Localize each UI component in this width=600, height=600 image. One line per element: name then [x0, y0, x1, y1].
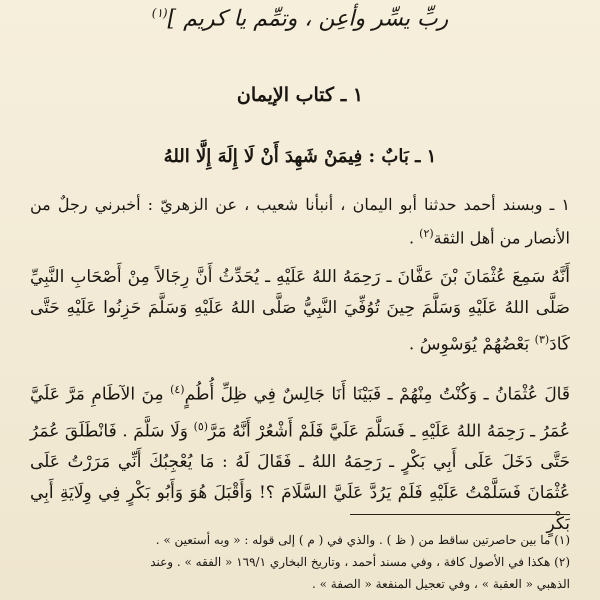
matn-text: أَنَّهُ سَمِعَ عُثْمَانَ بْنَ عَفَّانَ ـ رَحِمَهُ اللهُ عَلَيْهِ ـ يُحَدِّثُ أَنَّ رِجَالاً مِنْ أَصْحَابِ النَّبِيِّ صَلَّى اللهُ عَلَيْهِ وَسَلَّمَ حِينَ تُوُفِّيَ النَّبِيُّ صَلَّى اللهُ عَلَيْهِ وَسَلَّمَ حَزِنُوا عَلَيْهِ حَتَّى كَادَ: [30, 267, 570, 355]
footnote-ref: (٢): [419, 227, 434, 240]
footnote-ref: (٤): [170, 383, 185, 396]
invocation-text: ربِّ يسِّر وأعِن ، وتمِّم يا كريم ]: [167, 6, 449, 32]
footnote-marker: (١): [151, 6, 168, 20]
footnote: الذهبي « العقبة » ، وفي تعجيل المنفعة « الصفة » .: [311, 577, 570, 591]
footnote-ref: (٥): [193, 419, 209, 433]
matn-text-end: بَعْضُهُمْ يُوَسْوِسُ .: [408, 334, 535, 355]
invocation-line: [140, 6, 460, 31]
book-title: ١ ـ كتاب الإيمان: [236, 84, 364, 106]
footnote: (١) ما بين حاصرتين ساقط من ( ظ ) . والذي في ( م ) إلى قوله : « وبه أستعين » .: [155, 533, 570, 547]
hadith-matn-paragraph-2: [30, 374, 570, 540]
matn-text: مِنَ الآطَامِ مَرَّ عَلَيَّ عُمَرُ ـ رَحِمَهُ اللهُ عَلَيْهِ ـ فَسَلَّمَ عَلَيَّ فَلَمْ أَشْعُرْ أَنَّهُ مَرَّ: [30, 384, 570, 442]
matn-text: قَالَ عُثْمَانُ ـ وَكُنْتُ مِنْهُمْ ـ فَبَيْنَا أَنَا جَالِسٌ فِي ظِلِّ أُطُمٍ: [184, 384, 570, 405]
hadith-isnad: [30, 190, 570, 252]
footnote-ref: (٣): [534, 333, 550, 346]
footnote: (٢) هكذا في الأصول كافة ، وفي مسند أحمد ، وتاريخ البخاري ١٦٩/١ « الفقه » . وعند: [150, 555, 570, 569]
chapter-heading: ١ ـ بَابٌ : فِيمَنْ شَهِدَ أَنْ لَا إِلَهَ إِلَّا اللهُ: [163, 146, 437, 167]
matn-text: وَلَا سَلَّمَ . فَانْطَلَقَ عُمَرُ حَتَّى دَخَلَ عَلَى أَبِي بَكْرٍ ـ رَحِمَهُ اللهُ ـ فَقَالَ لَهُ : مَا يُعْجِبُكَ أَنِّي مَرَرْتُ عَلَى عُثْمَانَ فَسَلَّمْتُ عَلَيْهِ فَلَمْ يَرُدَّ عَلَيَّ السَّلَامَ ؟! وَأَقْبَلَ هُوَ وَأَبُو بَكْرٍ فِي وِلَايَةِ أَبِي بَكْرٍ: [30, 421, 570, 535]
hadith-matn-paragraph-1: [30, 262, 570, 361]
isnad-text: ١ ـ وبسند أحمد حدثنا أبو اليمان ، أنبأنا شعيب ، عن الزهريّ : أخبرني رجلٌ من الأنصار من أهل الثقة: [30, 195, 570, 248]
isnad-end: .: [408, 228, 420, 248]
footnote-divider: [350, 514, 570, 515]
